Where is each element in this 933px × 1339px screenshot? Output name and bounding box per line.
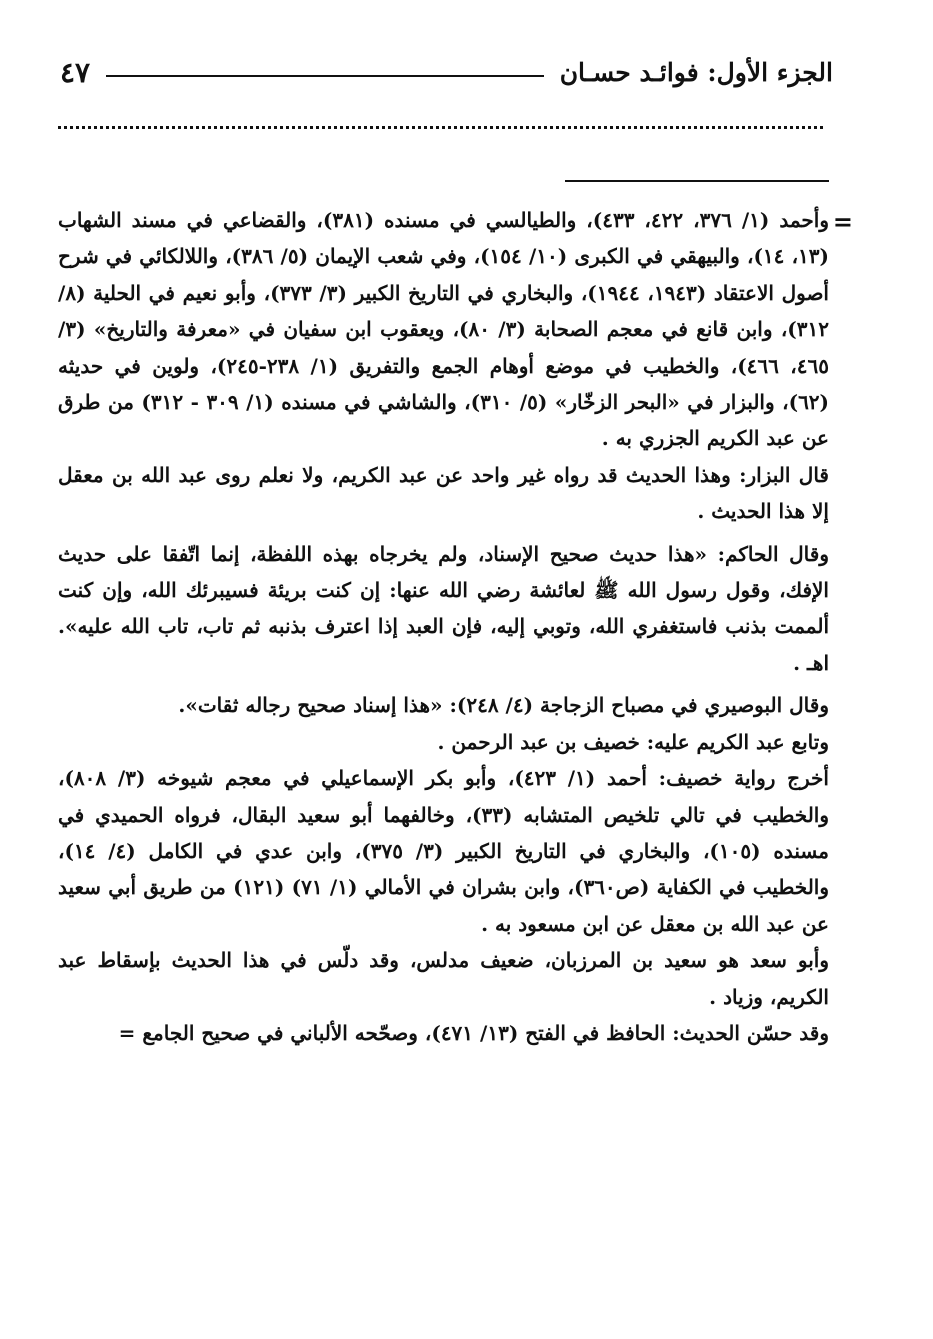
page-number: ٤٧ [60,55,91,89]
footnote-paragraph: وقال الحاكم: «هذا حديث صحيح الإسناد، ولم يخرجاه بهذه اللفظة، إنما اتّفقا على حديث الإفك، وقول رسول الله ﷺ لعائشة رضي الله عنها: إن كنت بريئة فسيبرئك الله، وإن كنت ألممت بذنب فاستغفري الله، وتوبي إليه، فإن العبد إذا اعترف بذنبه ثم تاب، تاب الله عليه». اهـ . [58,541,829,675]
footnote-paragraph: وأحمد (١/ ٣٧٦، ٤٢٢، ٤٣٣)، والطيالسي في مسنده (٣٨١)، والقضاعي في مسند الشهاب (١٣، ١٤)، والبيهقي في الكبرى (١٠/ ١٥٤)، وفي شعب الإيمان (٥/ ٣٨٦)، واللالكائي في شرح أصول الاعتقاد (١٩٤٣، ١٩٤٤)، والبخاري في التاريخ الكبير (٣/ ٣٧٣)، وأبو نعيم في الحلية (٨/ ٣١٢)، وابن قانع في معجم الصحابة (٣/ ٨٠)، ويعقوب ابن سفيان في «معرفة والتاريخ» (٣/ ٤٦٥، ٤٦٦)، والخطيب في موضع أوهام الجمع والتفريق (١/ ٢٣٨-٢٤٥)، ولوين في حديثه (٦٢)، والبزار في «البحر الزخّار» (٥/ ٣١٠)، والشاشي في مسنده (١/ ٣٠٩ - ٣١٢) من طرق عن عبد الكريم الجزري به . [58,208,830,451]
footnote-paragraph: قال البزار: وهذا الحديث قد رواه غير واحد عن عبد الكريم، ولا نعلم روى عبد الله بن معقل إلا هذا الحديث . [58,462,829,524]
footnote-paragraph: وأبو سعد هو سعيد بن المرزبان، ضعيف مدلس، وقد دلّس في هذا الحديث بإسقاط عبد الكريم، وزياد . [58,948,829,1009]
footnote-paragraph: أخرج رواية خصيف: أحمد (١/ ٤٢٣)، وأبو بكر الإسماعيلي في معجم شيوخه (٣/ ٨٠٨)، والخطيب في تالي تلخيص المتشابه (٣٣)، وخالفهما أبو سعيد البقال، فرواه الحميدي في مسنده (١٠٥)، والبخاري في التاريخ الكبير (٣/ ٣٧٥)، وابن عدي في الكامل (٤/ ١٤)، والخطيب في الكفاية (ص٣٦٠)، وابن بشران في الأمالي (١/ ٧١) (١٢١) من طريق أبي سعيد عن عبد الله بن معقل عن ابن مسعود به . [58,766,830,936]
running-title: الجزء الأول: فوائـد حسـان [559,57,833,87]
footnote-paragraph: وقال البوصيري في مصباح الزجاجة (٤/ ٢٤٨): «هذا إسناد صحيح رجاله ثقات». [178,693,829,718]
footnote-separator [565,180,829,182]
footnote-text [58,202,829,1051]
continuation-marker: = [832,207,853,236]
page-header [60,48,833,96]
header-rule [106,75,544,77]
footnote-paragraph: وتابع عبد الكريم عليه: خصيف بن عبد الرحمن . [437,729,829,754]
footnote-paragraph: وقد حسّن الحديث: الحافظ في الفتح (١٣/ ٤٧١)، وصحّحه الألباني في صحيح الجامع = [118,1020,829,1045]
dotted-separator [58,126,823,129]
